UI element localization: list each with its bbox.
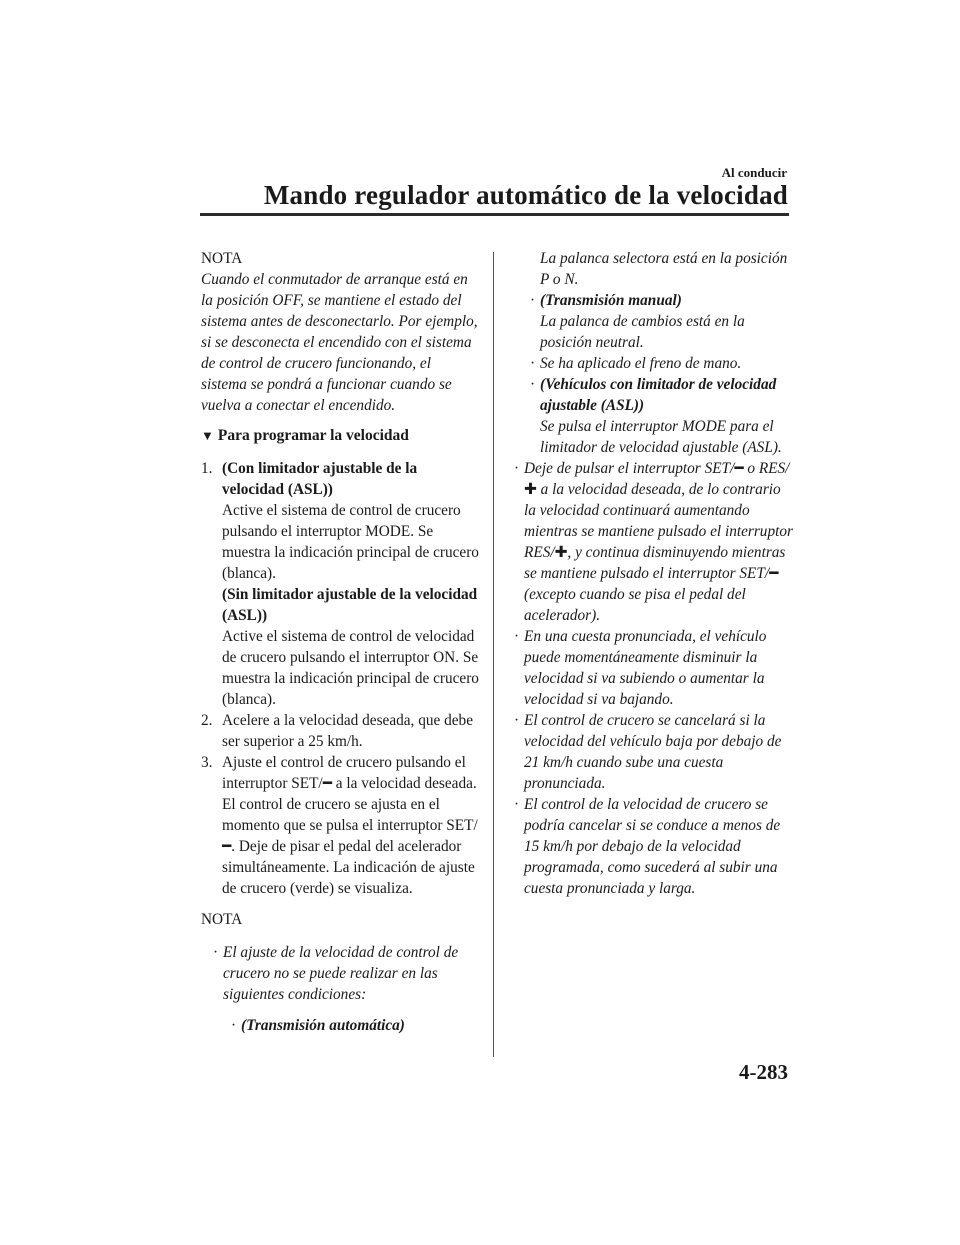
note-bullet — [513, 710, 793, 794]
bullet-icon: · — [530, 292, 536, 309]
step-number: 2. — [201, 712, 213, 729]
sub-bullet-title: (Transmisión manual) — [540, 292, 682, 309]
note-bullet — [513, 626, 793, 710]
note-label: NOTA — [201, 911, 243, 928]
step-1-asl-text: Active el sistema de control de crucero pulsando el interruptor MODE. Se muestra la indicación principal de crucero (blanca). — [222, 502, 479, 582]
minus-icon: ━ — [222, 838, 232, 855]
sub-bullet-text: Se ha aplicado el freno de mano. — [540, 355, 742, 372]
step-2-text: Acelere a la velocidad deseada, que debe ser superior a 25 km/h. — [222, 712, 473, 750]
note-sub-bullet-title: (Transmisión automática) — [241, 1017, 405, 1034]
note-label: NOTA — [201, 250, 243, 267]
plus-icon: ✚ — [554, 544, 568, 561]
sub-bullet-text: La palanca de cambios está en la posición neutral. — [540, 313, 745, 351]
step-1-asl-title: (Con limitador ajustable de la velocidad (ASL)) — [222, 460, 418, 498]
note-bullet-text: El control de la velocidad de crucero se podría cancelar si se conduce a menos de 15 km/h por debajo de la velocidad programada, como sucederá al subir una cuesta pronunciada y larga. — [524, 796, 781, 897]
bullet-icon: · — [213, 944, 219, 961]
step-3 — [201, 752, 479, 899]
section-heading-text: Para programar la velocidad — [217, 427, 409, 444]
minus-icon: ━ — [769, 565, 779, 582]
bullet-icon: · — [514, 460, 520, 477]
page-number: 4-283 — [739, 1060, 788, 1084]
sub-bullet-title: (Vehículos con limitador de velocidad ajustable (ASL)) — [540, 376, 777, 414]
step-2 — [201, 710, 479, 752]
triangle-icon: ▼ — [201, 428, 214, 443]
note-bullet-text: El ajuste de la velocidad de control de crucero no se puede realizar en las siguientes condiciones: — [223, 944, 459, 1003]
step-1-no-asl-title: (Sin limitador ajustable de la velocidad (ASL)) — [222, 586, 478, 624]
section-heading — [201, 425, 479, 446]
bullet-icon: · — [514, 796, 520, 813]
section-label: Al conducir — [721, 165, 787, 180]
sub-bullet-text: Se pulsa el interruptor MODE para el limitador de velocidad ajustable (ASL). — [540, 418, 782, 456]
step-3-text: Ajuste el control de crucero pulsando el interruptor SET/━ a la velocidad deseada. El control de crucero se ajusta en el momento que se pulsa el interruptor SET/━. Deje de pisar el pedal del acelerador simultáneamente. La indicación de ajuste de crucero (verde) se visualiza. — [222, 754, 478, 897]
note-sub-bullet — [230, 1015, 479, 1036]
bullet-icon: · — [231, 1017, 237, 1034]
step-1-no-asl-text: Active el sistema de control de velocidad de crucero pulsando el interruptor ON. Se muestra la indicación principal de crucero (blanca). — [222, 628, 479, 708]
sub-bullet — [529, 374, 793, 458]
bullet-icon: · — [514, 712, 520, 729]
note-text: Cuando el conmutador de arranque está en la posición OFF, se mantiene el estado del sistema antes de desconectarlo. Por ejemplo, si se desconecta el encendido con el sistema de control de crucero funcionando, el sistema se pondrá a funcionar cuando se vuelva a conectar el encendido. — [201, 271, 478, 414]
sub-bullet-continuation: La palanca selectora está en la posición P o N. — [540, 250, 788, 288]
step-number: 1. — [201, 460, 213, 477]
page-title: Mando regulador automático de la velocidad — [263, 180, 788, 210]
left-column — [201, 248, 479, 1036]
step-number: 3. — [201, 754, 213, 771]
note-bullet-text: Deje de pulsar el interruptor SET/━ o RES/✚ a la velocidad deseada, de lo contrario la velocidad continuará aumentando mientras se mantiene pulsado el interruptor RES/✚, y continua disminuyendo mientras se mantiene pulsado el interruptor SET/━ (excepto cuando se pisa el pedal del acelerador). — [524, 460, 793, 624]
bullet-icon: · — [514, 628, 520, 645]
right-column — [513, 248, 793, 899]
step-1 — [201, 458, 479, 710]
bullet-icon: · — [530, 355, 536, 372]
note-bullet-text: En una cuesta pronunciada, el vehículo puede momentáneamente disminuir la velocidad si va subiendo o aumentar la velocidad si va bajando. — [524, 628, 767, 708]
minus-icon: ━ — [322, 775, 332, 792]
sub-bullet — [529, 290, 793, 353]
header-rule — [200, 213, 789, 216]
minus-icon: ━ — [734, 460, 744, 477]
bullet-icon: · — [530, 376, 536, 393]
note-bullet — [513, 458, 793, 626]
note-bullet-text: El control de crucero se cancelará si la velocidad del vehículo baja por debajo de 21 km/h cuando sube una cuesta pronunciada. — [524, 712, 782, 792]
plus-icon: ✚ — [524, 481, 537, 498]
column-divider — [493, 252, 494, 1057]
note-bullet — [513, 794, 793, 899]
note-bullet — [212, 942, 479, 1005]
sub-bullet — [529, 353, 793, 374]
